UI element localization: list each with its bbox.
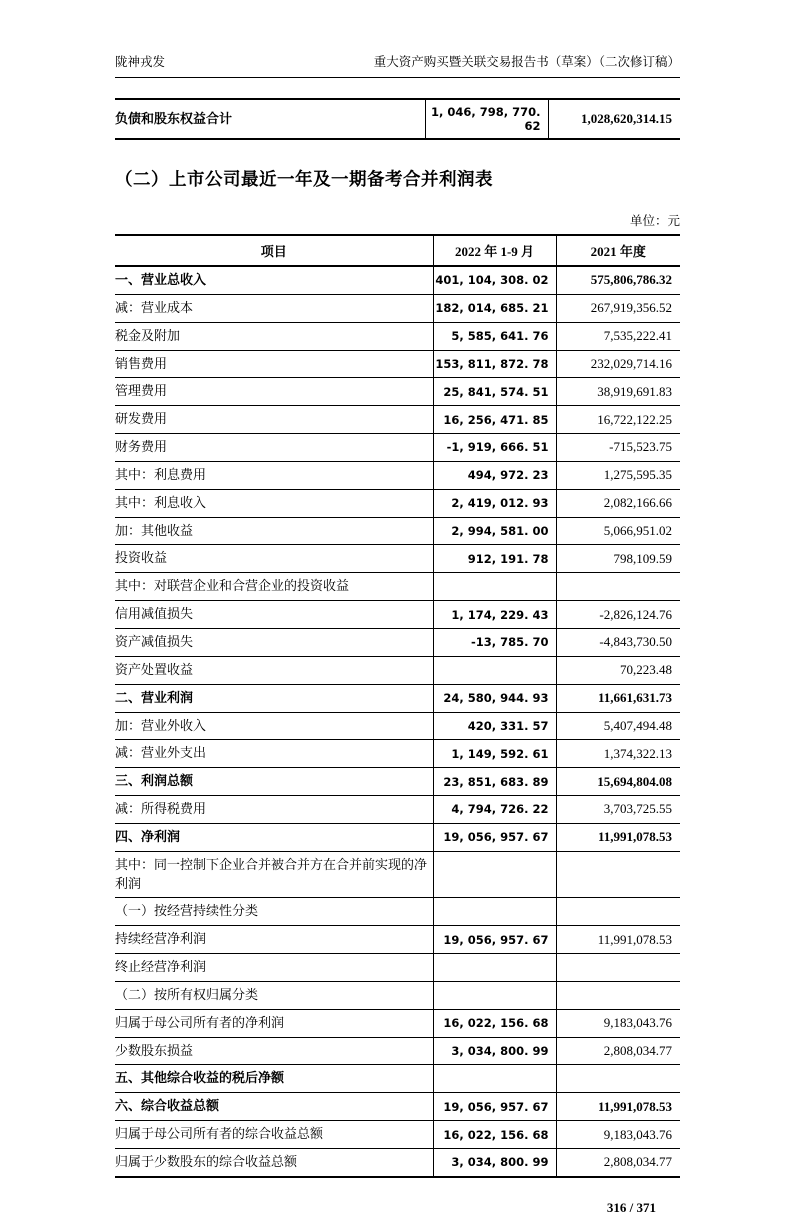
row-value-2022 [433,954,556,982]
row-label: 投资收益 [115,545,433,573]
row-value-2021: 9,183,043.76 [556,1121,680,1149]
row-value-2021: 267,919,356.52 [556,294,680,322]
row-value-2022: 420, 331. 57 [433,712,556,740]
table-row [115,823,680,851]
row-value-2021: 3,703,725.55 [556,796,680,824]
row-label: 六、综合收益总额 [115,1093,433,1121]
row-label: 归属于母公司所有者的综合收益总额 [115,1121,433,1149]
table-row [115,1121,680,1149]
row-value-2021: 2,808,034.77 [556,1149,680,1177]
row-value-2021: 1,374,322.13 [556,740,680,768]
row-label: 销售费用 [115,350,433,378]
table-row [115,1093,680,1121]
row-label: 其中：利息收入 [115,489,433,517]
table-row [115,99,680,139]
row-value-2022: 401, 104, 308. 02 [433,266,556,294]
row-value-2022: 494, 972. 23 [433,461,556,489]
row-value-2021: 9,183,043.76 [556,1009,680,1037]
row-value-2021: 15,694,804.08 [556,768,680,796]
row-label: 其中：对联营企业和合营企业的投资收益 [115,573,433,601]
row-label: 研发费用 [115,406,433,434]
row-value-2022: 25, 841, 574. 51 [433,378,556,406]
table-row [115,489,680,517]
row-value-2022: 4, 794, 726. 22 [433,796,556,824]
balance-sheet-total-table [115,98,680,140]
row-value-2022: 5, 585, 641. 76 [433,322,556,350]
row-label: 二、营业利润 [115,684,433,712]
row-label: 资产减值损失 [115,628,433,656]
row-value-2021 [556,851,680,898]
table-row [115,350,680,378]
row-label: 三、利润总额 [115,768,433,796]
row-value-2022 [433,981,556,1009]
table-row [115,406,680,434]
row-value-2022: 19, 056, 957. 67 [433,823,556,851]
row-value-2022: 3, 034, 800. 99 [433,1149,556,1177]
row-value-2021: 16,722,122.25 [556,406,680,434]
row-value-2021: 798,109.59 [556,545,680,573]
row-value-2021 [556,573,680,601]
row-value-2021: 11,661,631.73 [556,684,680,712]
table-row [115,1009,680,1037]
row-value-2021 [556,954,680,982]
row-value-2022: 23, 851, 683. 89 [433,768,556,796]
row-value-2022: 3, 034, 800. 99 [433,1037,556,1065]
table-row [115,294,680,322]
row-value-2021: 1,028,620,314.15 [581,111,672,126]
row-value-2021: -4,843,730.50 [556,628,680,656]
row-value-2021: 1,275,595.35 [556,461,680,489]
row-label: （一）按经营持续性分类 [115,898,433,926]
row-label: 一、营业总收入 [115,266,433,294]
row-value-2022: 1, 149, 592. 61 [433,740,556,768]
row-value-2022: 19, 056, 957. 67 [433,1093,556,1121]
row-value-2022 [433,1065,556,1093]
column-header-item: 项目 [115,235,433,266]
row-value-2022: 1, 046, 798, 770. 62 [425,99,548,139]
row-label: 管理费用 [115,378,433,406]
row-label: 持续经营净利润 [115,926,433,954]
row-label: 归属于母公司所有者的净利润 [115,1009,433,1037]
row-value-2022: 19, 056, 957. 67 [433,926,556,954]
table-header-row [115,235,680,266]
table-row [115,740,680,768]
row-value-2021: 2,808,034.77 [556,1037,680,1065]
row-value-2022: 16, 256, 471. 85 [433,406,556,434]
row-value-2021: 7,535,222.41 [556,322,680,350]
row-label: 减：营业外支出 [115,740,433,768]
table-row [115,434,680,462]
row-value-2021: 11,991,078.53 [556,823,680,851]
table-row [115,322,680,350]
row-value-2021 [556,981,680,1009]
row-value-2022 [433,851,556,898]
column-header-2021: 2021 年度 [556,235,680,266]
table-row [115,266,680,294]
table-row [115,461,680,489]
row-label: 资产处置收益 [115,656,433,684]
row-label: 归属于少数股东的综合收益总额 [115,1149,433,1177]
row-value-2022: 1, 174, 229. 43 [433,601,556,629]
row-value-2021: 5,407,494.48 [556,712,680,740]
row-label: 减：所得税费用 [115,796,433,824]
row-label: 四、净利润 [115,823,433,851]
table-row [115,954,680,982]
income-statement-table [115,234,680,1178]
row-value-2022: 24, 580, 944. 93 [433,684,556,712]
row-value-2022: 2, 994, 581. 00 [433,517,556,545]
table-row [115,898,680,926]
row-label: 减：营业成本 [115,294,433,322]
table-row [115,628,680,656]
table-row [115,545,680,573]
page-content [115,0,680,1216]
row-label: 税金及附加 [115,322,433,350]
row-value-2022 [433,898,556,926]
row-label: 信用减值损失 [115,601,433,629]
row-label: 负债和股东权益合计 [115,99,425,139]
row-value-2022: 2, 419, 012. 93 [433,489,556,517]
row-value-2021: -715,523.75 [556,434,680,462]
unit-label: 单位：元 [629,214,680,228]
row-value-2022: 16, 022, 156. 68 [433,1009,556,1037]
row-value-2022: 182, 014, 685. 21 [433,294,556,322]
section-title: （二）上市公司最近一年及一期备考合并利润表 [115,169,493,189]
row-label: 少数股东损益 [115,1037,433,1065]
row-value-2021: -2,826,124.76 [556,601,680,629]
row-value-2022: -13, 785. 70 [433,628,556,656]
row-label: 其中：利息费用 [115,461,433,489]
row-value-2022: 16, 022, 156. 68 [433,1121,556,1149]
table-row [115,684,680,712]
row-value-2021: 575,806,786.32 [556,266,680,294]
page-header [115,52,680,78]
row-value-2021 [556,1065,680,1093]
table-row [115,517,680,545]
row-value-2021: 2,082,166.66 [556,489,680,517]
column-header-2022: 2022 年 1-9 月 [433,235,556,266]
row-label: 其中：同一控制下企业合并被合并方在合并前实现的净利润 [115,851,433,898]
row-label: 终止经营净利润 [115,954,433,982]
row-value-2022 [433,573,556,601]
row-value-2022: -1, 919, 666. 51 [433,434,556,462]
table-row [115,926,680,954]
row-value-2021: 11,991,078.53 [556,926,680,954]
row-label: 加：其他收益 [115,517,433,545]
table-row [115,1065,680,1093]
footer-page-number: 316 / 371 [606,1199,656,1215]
table-row [115,712,680,740]
header-company-name: 陇神戎发 [115,55,166,69]
table-row [115,573,680,601]
table-row [115,851,680,898]
table-row [115,1037,680,1065]
table-row [115,981,680,1009]
row-value-2021: 232,029,714.16 [556,350,680,378]
row-value-2021: 11,991,078.53 [556,1093,680,1121]
row-label: 财务费用 [115,434,433,462]
row-value-2021 [556,898,680,926]
row-label: 五、其他综合收益的税后净额 [115,1065,433,1093]
table-row [115,656,680,684]
table-row [115,378,680,406]
row-value-2022 [433,656,556,684]
row-value-2022: 912, 191. 78 [433,545,556,573]
table-row [115,768,680,796]
table-row [115,601,680,629]
row-label: （二）按所有权归属分类 [115,981,433,1009]
row-value-2021: 70,223.48 [556,656,680,684]
row-value-2022: 153, 811, 872. 78 [433,350,556,378]
row-value-2021: 38,919,691.83 [556,378,680,406]
table-row [115,796,680,824]
header-report-title: 重大资产购买暨关联交易报告书（草案）（二次修订稿） [373,55,680,69]
table-row [115,1149,680,1177]
row-value-2021: 5,066,951.02 [556,517,680,545]
income-table-body [115,266,680,1177]
row-label: 加：营业外收入 [115,712,433,740]
